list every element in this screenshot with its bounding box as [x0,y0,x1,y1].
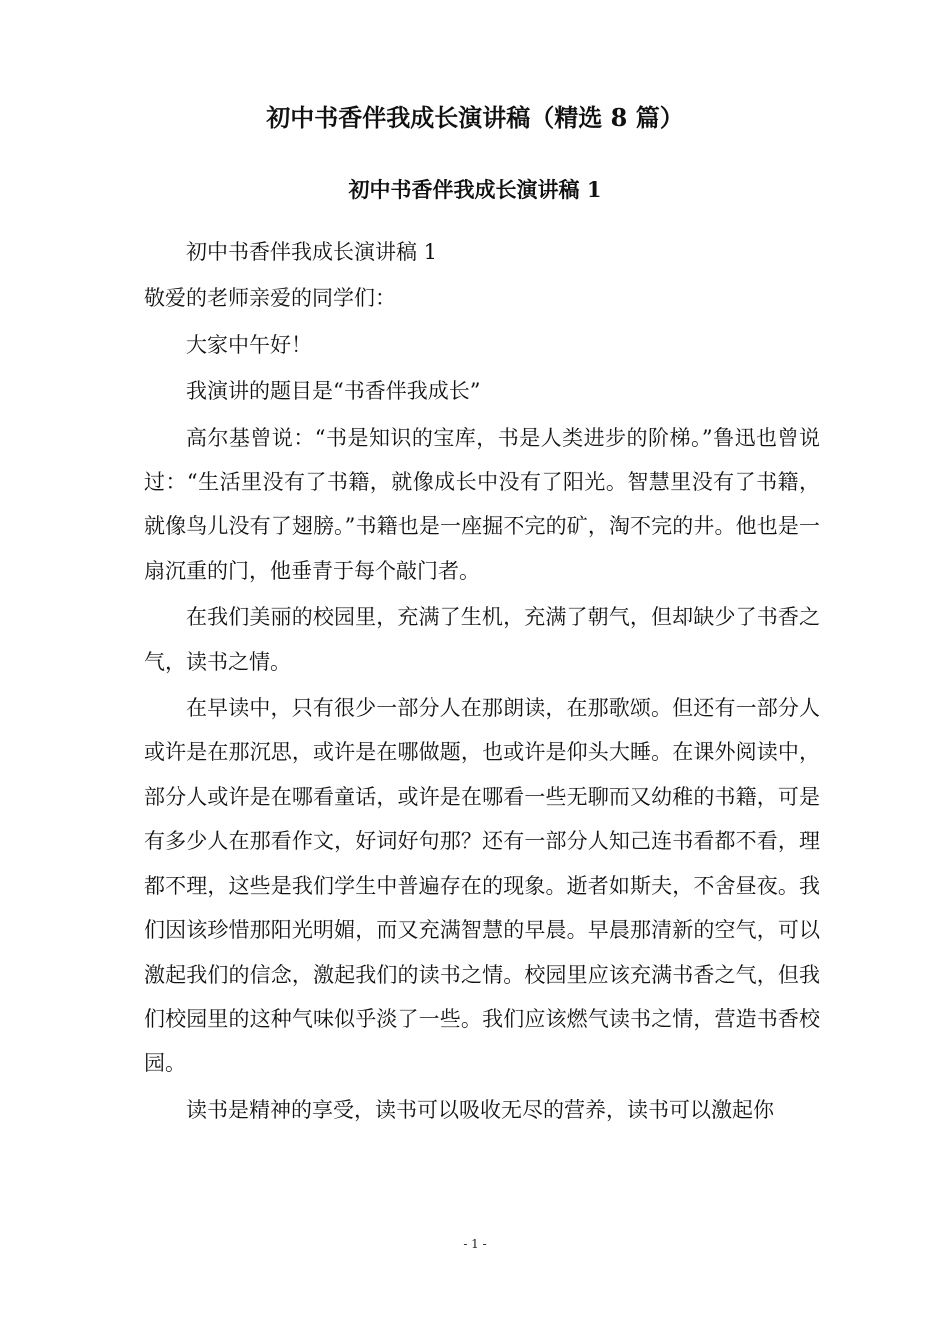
document-title: 初中书香伴我成长演讲稿（精选 8 篇） [266,103,684,132]
document-body [144,230,820,1134]
paragraph-topic: 我演讲的题目是“书香伴我成长” [186,379,481,404]
paragraph-quotes: 高尔基曾说：“书是知识的宝库，书是人类进步的阶梯。”鲁迅也曾说过：“生活里没有了书籍，就像成长中没有了阳光。智慧里没有了书籍，就像鸟儿没有了翅膀。”书籍也是一座掘不完的矿，淘不完的井。他也是一扇沉重的门，他垂青于每个敲门者。 [144,425,820,583]
paragraph-reading-enjoyment: 读书是精神的享受，读书可以吸收无尽的营养，读书可以激起你 [186,1097,774,1122]
paragraph-salutation: 敬爱的老师亲爱的同学们： [144,286,396,311]
paragraph-morning-reading: 在早读中，只有很少一部分人在那朗读，在那歌颂。但还有一部分人或许是在那沉思，或许是在哪做题，也或许是仰头大睡。在课外阅读中，部分人或许是在哪看童话，或许是在哪看一些无聊而又幼稚的书籍，可是有多少人在那看作文，好词好句那？还有一部分人知己连书看都不看，理都不理，这些是我们学生中普遍存在的现象。逝者如斯夫，不舍昼夜。我们因该珍惜那阳光明媚，而又充满智慧的早晨。早晨那清新的空气，可以激起我们的信念，激起我们的读书之情。校园里应该充满书香之气，但我们校园里的这种气味似乎淡了一些。我们应该燃气读书之情，营造书香校园。 [144,696,820,1076]
page-number: - 1 - [463,1237,487,1251]
section-title: 初中书香伴我成长演讲稿 1 [348,177,602,202]
paragraph-greeting: 大家中午好！ [186,332,312,357]
paragraph-heading-repeat: 初中书香伴我成长演讲稿 1 [186,240,438,264]
paragraph-campus: 在我们美丽的校园里，充满了生机，充满了朝气，但却缺少了书香之气，读书之情。 [144,605,820,674]
